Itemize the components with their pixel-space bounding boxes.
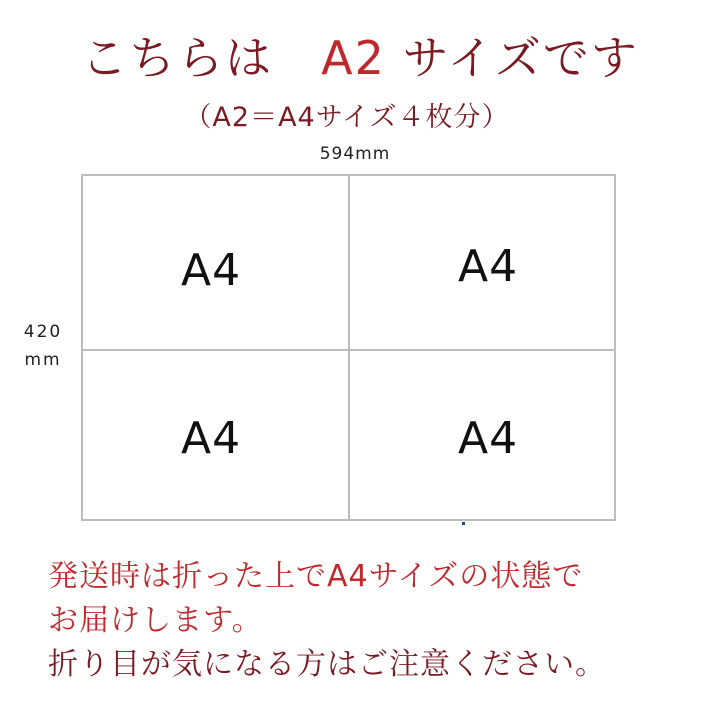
height-dimension-unit: mm [24, 350, 62, 370]
a4-cell-top-right: A4 [458, 241, 519, 292]
subtitle: （A2＝A4サイズ４枚分） [184, 102, 510, 133]
a4-cell-bottom-left: A4 [181, 413, 242, 464]
title-accent-size: A2 [321, 31, 386, 85]
stray-dot [462, 522, 465, 525]
a4-cell-bottom-right: A4 [458, 413, 519, 464]
a2-sheet-diagram [81, 174, 616, 521]
title-suffix: サイズです [385, 31, 639, 85]
height-dimension-label [16, 318, 70, 374]
fold-caution-note: 折り目が気になる方はご注意ください。 [48, 647, 606, 682]
shipping-note-line-1: 発送時は折った上でA4サイズの状態で [48, 559, 584, 594]
page-title [0, 28, 720, 88]
a4-cell-top-left: A4 [181, 245, 242, 296]
height-dimension-value: 420 [23, 322, 63, 342]
shipping-note-line-2: お届けします。 [48, 603, 263, 638]
title-prefix: こちらは [81, 31, 322, 85]
vertical-fold-line [348, 176, 350, 519]
horizontal-fold-line [83, 349, 614, 351]
width-dimension-label: 594mm [319, 144, 391, 164]
